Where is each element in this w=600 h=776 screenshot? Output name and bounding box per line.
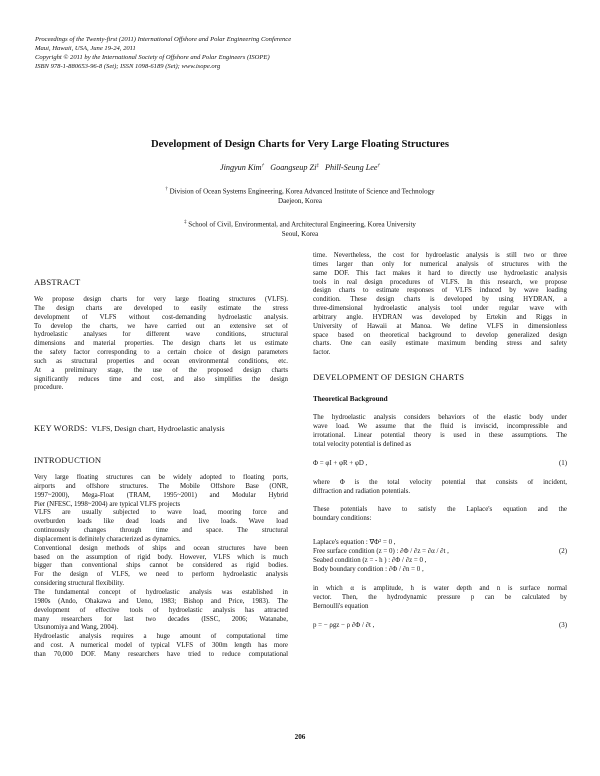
theoretical-background-subheading: Theoretical Background: [313, 395, 388, 403]
design-charts-heading: DEVELOPMENT OF DESIGN CHARTS: [313, 372, 465, 382]
equation-text: Seabed condition (z = - h ) : ∂Φ / ∂z = 0 ,: [313, 557, 427, 564]
text-line: such as structural properties and ocean environmental conditions, etc.: [34, 357, 288, 365]
text-line: Pier (NFESC, 1998~2004) are typical VLFS projects: [34, 500, 181, 508]
text-line: dimensions and material properties. The design charts let us estimate: [34, 340, 288, 348]
text-line: same DOF. This fact makes it hard to directly use hydroelastic analysis: [313, 269, 567, 277]
text-line: Bernoulli's equation: [313, 602, 369, 610]
text-line: factor.: [313, 349, 331, 357]
affiliation-mark: ‡: [184, 220, 187, 225]
theory-paragraph-3: [313, 506, 567, 524]
affiliation-text: Seoul, Korea: [281, 230, 319, 239]
equation-number: (2): [558, 548, 567, 555]
equation-text: Body boundary condition : ∂Φ / ∂n = 0 ,: [313, 566, 424, 573]
affiliation-mark: †: [165, 187, 168, 192]
affiliation-text: Daejeon, Korea: [278, 197, 322, 206]
affiliation-text: Division of Ocean Systems Engineering, Korea Advanced Institute of Science and Technology: [169, 187, 435, 196]
keywords-text: VLFS, Design chart, Hydroelastic analysis: [91, 424, 225, 433]
text-line: arbitrary angle. HYDRAN was developed by Ertekin and Riggs in: [313, 313, 567, 321]
equation-text: Laplace's equation : ∇Φ² = 0 ,: [313, 539, 396, 546]
introduction-text: [34, 474, 288, 660]
author-mark: †: [377, 163, 381, 169]
text-line: diffraction and radiation potentials.: [313, 487, 411, 495]
text-line: 1997~2000), Mega-Float (TRAM, 1995~2001) and Modular Hybrid: [34, 491, 288, 499]
text-line: For the design of VLFS, we need to perform hydroelastic analysis: [34, 571, 288, 579]
theory-paragraph-4: [313, 585, 567, 612]
text-line: wave load. We assume that the fluid is inviscid, incompressible and: [313, 422, 567, 430]
text-line: Conventional design methods of ships and ocean structures have been: [34, 544, 288, 552]
text-line: development of effective tools of hydroelastic analysis has attracted: [34, 606, 288, 614]
text-line: bigger than conventional ships cannot be considered as rigid bodies.: [34, 562, 288, 570]
author-name: Jingyun Kim: [219, 163, 262, 172]
text-line: times larger than only for numerical analysis of structures with the: [313, 260, 567, 268]
text-line: tools in real design procedures of VLFS. In this research, we propose: [313, 278, 567, 286]
affiliation-text: School of Civil, Environmental, and Architectural Engineering, Korea University: [188, 220, 416, 229]
text-line: University of Hawaii at Manoa. We define VLFS in dimensionless: [313, 322, 567, 330]
text-line: time. Nevertheless, the cost for hydroelastic analysis is still two or three: [313, 252, 567, 259]
text-line: procedure.: [34, 384, 64, 392]
text-line: The design charts are developed to easily estimate the stress: [34, 304, 288, 312]
text-line: At a preliminary stage, the use of the proposed design charts: [34, 366, 288, 374]
text-line: condition. These design charts is developed by using HYDRAN, a: [313, 296, 567, 304]
text-line: Very large floating structures can be widely adopted to floating ports,: [34, 474, 288, 481]
text-line: These potentials have to satisfy the Laplace's equation and the: [313, 506, 567, 513]
text-line: hydroelastic analyses for different wave conditions, structural: [34, 331, 288, 339]
text-line: space based on theoretical background to develop generalized design: [313, 331, 567, 339]
author-mark: ‡: [316, 163, 319, 169]
author-list: [20, 163, 580, 172]
introduction-continued: [313, 252, 567, 358]
proceedings-header: [35, 36, 565, 72]
text-line: vector. Then, the hydrodynamic pressure p can be calculated by: [313, 593, 567, 601]
equation-text: Free surface condition (z = 0) : ∂Φ / ∂z = ∂α / ∂t ,: [313, 548, 449, 555]
equation-2: [313, 538, 567, 574]
equation-1: [313, 459, 567, 468]
header-line: Maui, Hawaii, USA, June 19-24, 2011: [35, 44, 136, 52]
affiliation-1: [60, 185, 540, 206]
text-line: design charts to estimate responses of VLFS induced by wave loading: [313, 287, 567, 295]
text-line: than 70,000 DOF. Many researchers have tried to reduce computational: [34, 650, 288, 658]
author-name: Goangseup Zi: [270, 163, 317, 172]
text-line: the safety factor corresponding to a certain choice of design parameters: [34, 349, 288, 357]
equation-number: (1): [558, 460, 567, 467]
text-line: displacement is definitely characterized as dynamics.: [34, 535, 181, 543]
theory-paragraph-1: [313, 414, 567, 449]
text-line: overburden loads like dead loads and live loads. Wave load: [34, 518, 288, 526]
text-line: To develop the charts, we have carried out an extensive set of: [34, 322, 288, 330]
text-line: Utsunomiya and Wang, 2004).: [34, 624, 119, 632]
text-line: boundary conditions:: [313, 514, 372, 522]
text-line: total velocity potential is defined as: [313, 440, 412, 448]
text-line: VLFS are usually subjected to wave load, mooring force and: [34, 509, 288, 517]
header-line: Copyright © 2011 by the International Society of Offshore and Polar Engineers (ISOPE): [35, 53, 270, 61]
keywords: [34, 424, 225, 433]
text-line: three-dimensional hydroelastic analysis tool under regular wave with: [313, 305, 567, 313]
author-mark: †: [261, 163, 265, 169]
theory-paragraph-2: [313, 479, 567, 497]
text-line: based on the assumption of rigid body. However, VLFS which is much: [34, 553, 288, 561]
text-line: charts. One can easily estimate maximum bending stress and safety: [313, 340, 567, 348]
text-line: in which α is amplitude, h is water depth and n is surface normal: [313, 585, 567, 592]
equation-text: Φ = φI + φR + φD ,: [313, 460, 368, 467]
text-line: Hydroelastic analysis requires a huge amount of computational time: [34, 633, 288, 641]
equation-3: [313, 621, 567, 630]
text-line: 1980s (Ando, Ohakawa and Ueno, 1983; Bishop and Price, 1983). The: [34, 597, 288, 605]
text-line: The hydroelastic analysis considers behaviors of the elastic body under: [313, 414, 567, 421]
abstract-text: [34, 296, 288, 393]
text-line: development of VLFS without cost-demanding hydroelastic analysis.: [34, 313, 288, 321]
header-line: Proceedings of the Twenty-first (2011) International Offshore and Polar Engineering Conference: [35, 36, 292, 43]
text-line: many researchers for last two decades (ISSC, 2006; Watanabe,: [34, 615, 288, 623]
text-line: and cost. A numerical model of typical VLFS of 300m length has more: [34, 642, 288, 650]
keywords-label: KEY WORDS:: [34, 424, 88, 433]
text-line: significantly reduces time and cost, and also simplifies the design: [34, 375, 288, 383]
page-number: 206: [294, 733, 306, 741]
text-line: The fundamental concept of hydroelastic analysis was established in: [34, 588, 288, 596]
text-line: continuously changes through time and space. The structural: [34, 527, 288, 535]
affiliation-2: [60, 218, 540, 239]
author-name: Phill-Seung Lee: [325, 163, 378, 172]
text-line: airports and offshore structures. The Mobile Offshore Base (ONR,: [34, 482, 288, 490]
abstract-heading: ABSTRACT: [34, 277, 81, 287]
introduction-heading: INTRODUCTION: [34, 455, 102, 465]
text-line: considering structural flexibility.: [34, 580, 125, 588]
text-line: We propose design charts for very large floating structures (VLFS).: [34, 296, 288, 303]
equation-text: p = − ρgz − ρ ∂Φ / ∂t ,: [313, 622, 375, 629]
equation-number: (3): [558, 622, 567, 629]
text-line: where Φ is the total velocity potential that consists of incident,: [313, 479, 567, 486]
paper-title: Development of Design Charts for Very Large Floating Structures: [151, 139, 449, 150]
header-line: ISBN 978-1-880653-96-8 (Set); ISSN 1098-6189 (Set); www.isope.org: [35, 62, 221, 70]
text-line: irrotational. Linear potential theory is used in these assumptions. The: [313, 431, 567, 439]
